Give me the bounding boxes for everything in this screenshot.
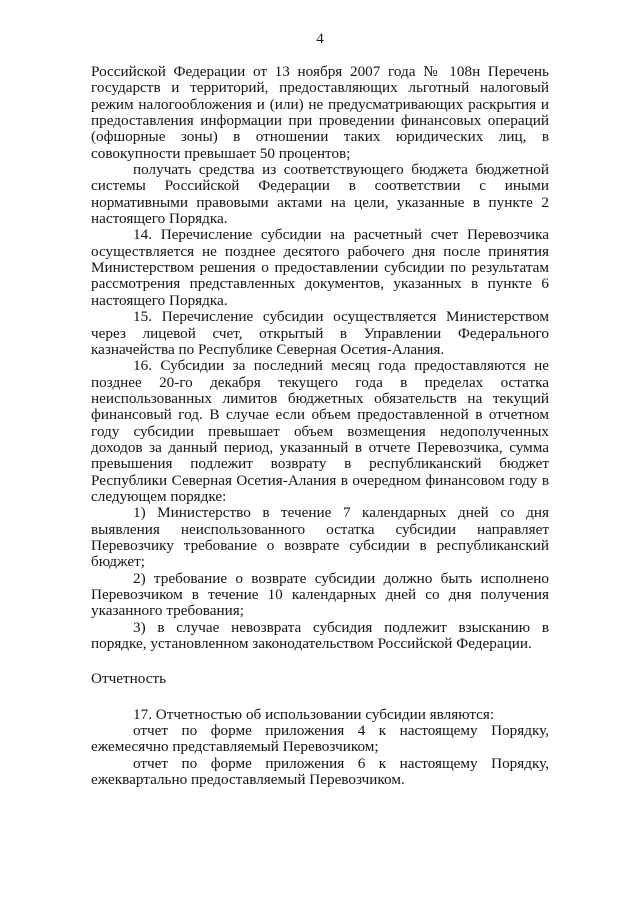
paragraph-receive-funds: получать средства из соответствующего бюджета бюджетной системы Российской Федерации в соответствии с иными нормативными правовыми актами на цели, указанные в пункте 2 настоящего Порядка. <box>91 161 549 228</box>
report-item-monthly: отчет по форме приложения 4 к настоящему Порядку, ежемесячно представляемый Перевозчиком; <box>91 722 549 756</box>
paragraph-17: 17. Отчетностью об использовании субсидии являются: <box>133 705 495 723</box>
paragraph-15: 15. Перечисление субсидии осуществляется Министерством через лицевой счет, открытый в Управлении Федерального казначейства по Республике Северная Осетия-Алания. <box>91 308 549 358</box>
report-item-quarterly: отчет по форме приложения 6 к настоящему Порядку, ежеквартально предоставляемый Перевозчиком. <box>91 754 549 789</box>
list-item-2: 2) требование о возврате субсидии должно быть исполнено Перевозчиком в течение 10 календарных дней со дня получения указанного требования; <box>91 569 549 620</box>
paragraph-continuation: Российской Федерации от 13 ноября 2007 года № 108н Перечень государств и территорий, предоставляющих льготный налоговый режим налогообложения и (или) не предусматривающих раскрытия и предоставления информации при проведении финансовых операций (офшорные зоны) в отношении таких юридических лиц, в совокупности превышает 50 процентов; <box>91 63 549 162</box>
document-body <box>91 64 549 788</box>
list-item-3: 3) в случае невозврата субсидия подлежит взысканию в порядке, установленном законодательством Российской Федерации. <box>91 618 549 653</box>
section-heading-reporting: Отчетность <box>91 670 167 688</box>
page-number: 4 <box>316 31 324 47</box>
list-item-1: 1) Министерство в течение 7 календарных дней со дня выявления неиспользованного остатка субсидии направляет Перевозчику требование о возврате субсидии в республиканский бюджет; <box>91 504 549 571</box>
paragraph-14: 14. Перечисление субсидии на расчетный счет Перевозчика осуществляется не позднее десятого рабочего дня после принятия Министерством решения о предоставлении субсидии по результатам рассмотрения представленных документов, указанных в пункте 6 настоящего Порядка. <box>91 226 549 309</box>
paragraph-16: 16. Субсидии за последний месяц года предоставляются не позднее 20-го декабря текущего года в пределах остатка неиспользованных лимитов бюджетных обязательств на текущий финансовый год. В случае если объем предоставленной в отчетном году субсидии превышает объем возмещения недополученных доходов за данный период, указанный в отчете Перевозчика, сумма превышения подлежит возврату в республиканский бюджет Республики Северная Осетия-Алания в очередном финансовом году в следующем порядке: <box>91 357 549 505</box>
